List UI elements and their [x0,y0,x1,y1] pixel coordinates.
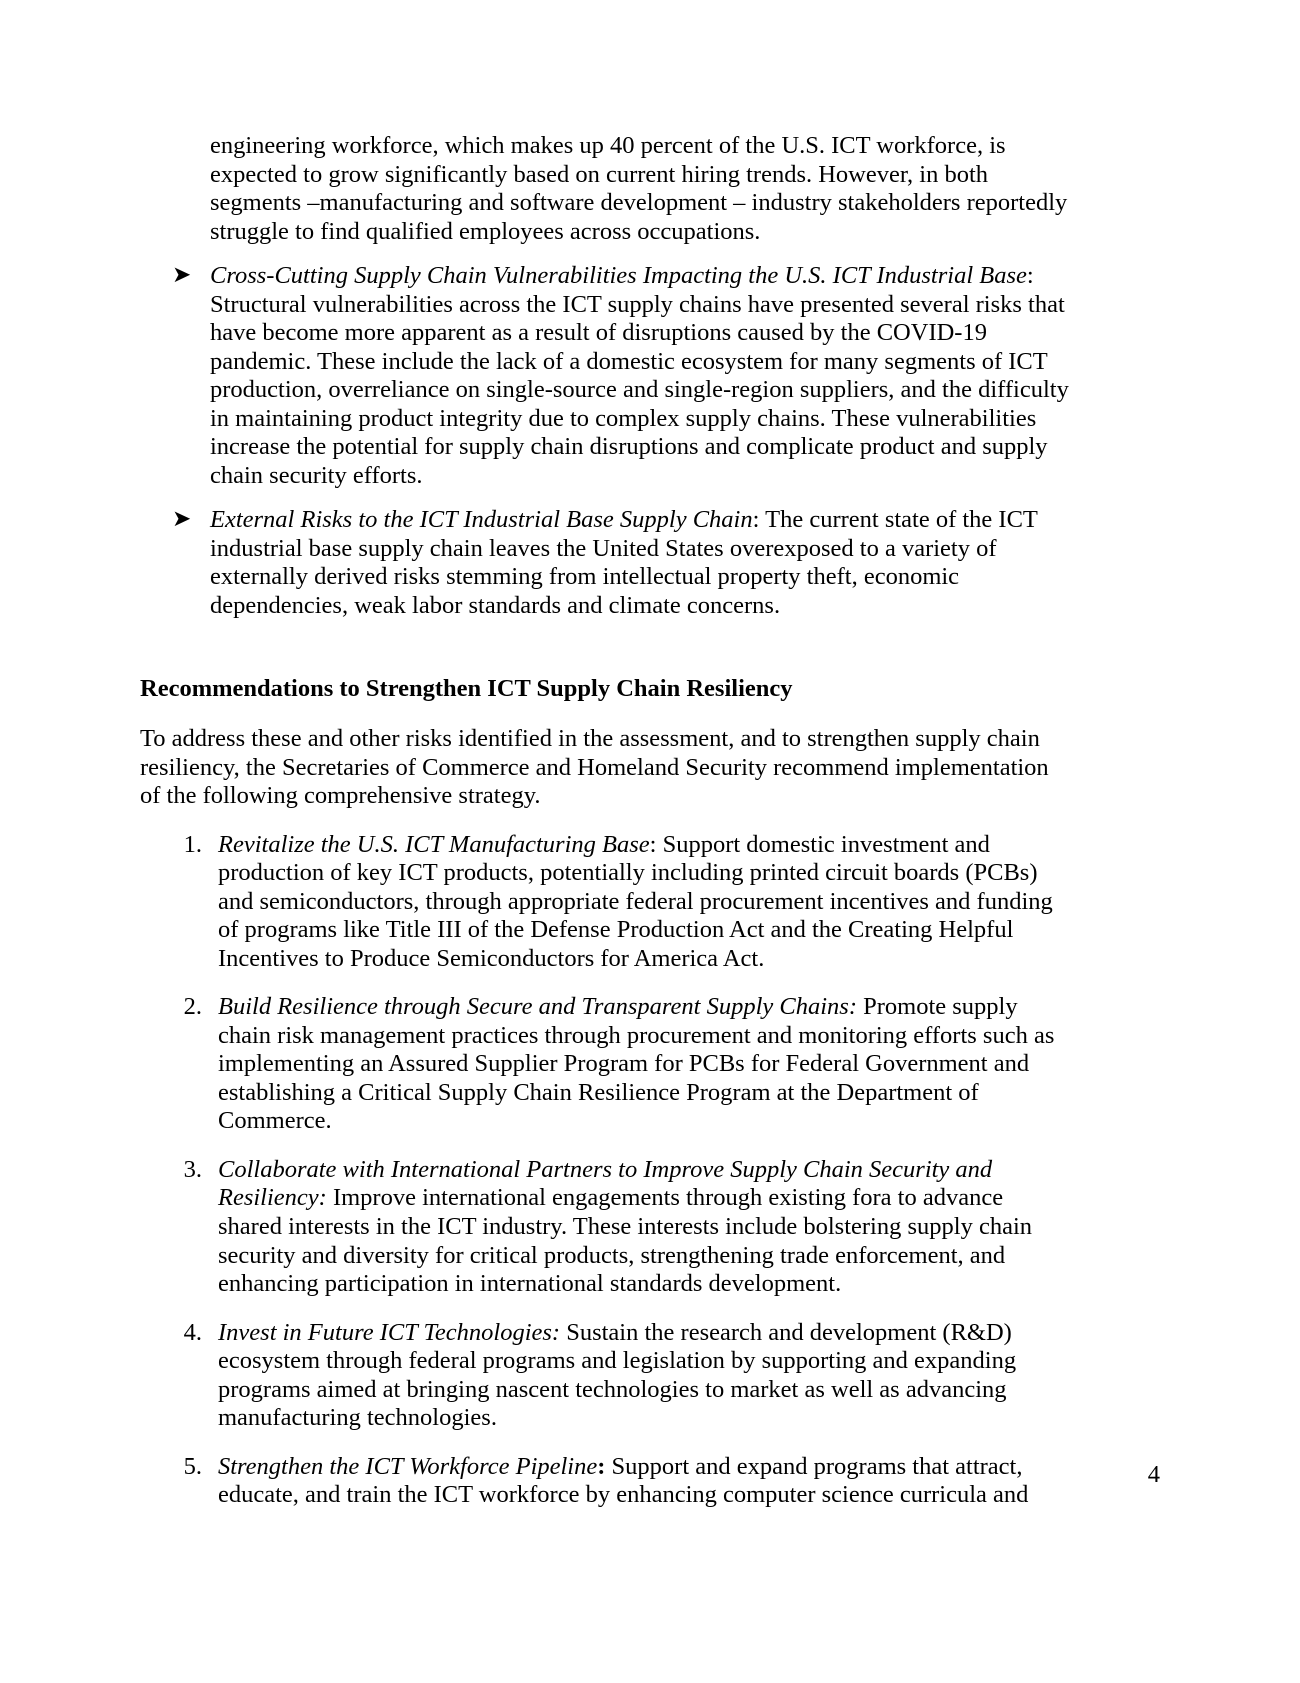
list-item [140,1453,1070,1510]
recommendation-body: Support domestic investment and production of key ICT products, potentially including printed circuit boards (PCBs) and semiconductors, through appropriate federal procurement incentives and funding of programs like Title III of the Defense Production Act and the Creating Helpful Incentives to Produce Semiconductors for America Act. [218,830,1053,972]
page-number: 4 [1147,1460,1160,1488]
page-content [140,132,1070,1510]
arrow-bullet-icon: ➤ [172,506,192,533]
list-number: 5. [183,1452,202,1480]
list-item [140,506,1070,620]
list-number: 1. [183,830,202,858]
recommendation-separator: : [649,830,663,858]
bullet-title: External Risks to the ICT Industrial Base Supply Chain [210,506,753,534]
list-item [140,993,1070,1136]
section-intro-paragraph: To address these and other risks identified in the assessment, and to strengthen supply chain resiliency, the Secretaries of Commerce and Homeland Security recommend implementation of the following comprehensive strategy. [140,725,1049,810]
list-number: 4. [183,1318,202,1346]
recommendation-title: Revitalize the U.S. ICT Manufacturing Base [218,830,650,858]
bullet-title: Cross-Cutting Supply Chain Vulnerabilities Impacting the U.S. ICT Industrial Base [210,262,1027,290]
list-item [140,1156,1070,1299]
recommendation-title: Build Resilience through Secure and Transparent Supply Chains: [218,993,857,1021]
recommendation-body: Sustain the research and development (R&D) ecosystem through federal programs and legislation by supporting and expanding programs aimed at bringing nascent technologies to market as well as advancing manufacturing technologies. [218,1318,1017,1432]
bullet-separator: : [752,506,766,534]
recommendation-title: Strengthen the ICT Workforce Pipeline [218,1452,598,1480]
arrow-bullet-icon: ➤ [172,262,192,289]
continuation-paragraph: engineering workforce, which makes up 40 percent of the U.S. ICT workforce, is expected to grow significantly based on current hiring trends. However, in both segments –manufacturing and software development – industry stakeholders reportedly struggle to find qualified employees across occupations. [210,132,1068,245]
list-item [140,1319,1070,1433]
list-number: 3. [183,1155,202,1183]
list-item [140,262,1070,490]
recommendation-body: Promote supply chain risk management practices through procurement and monitoring efforts such as implementing an Assured Supplier Program for PCBs for Federal Government and establishing a Critical Supply Chain Resilience Program at the Department of Commerce. [218,993,1055,1135]
arrow-bullet-list [140,262,1070,620]
recommendation-title: Invest in Future ICT Technologies: [218,1318,561,1346]
recommendation-body: Improve international engagements through existing fora to advance shared interests in the ICT industry. These interests include bolstering supply chain security and diversity for critical products, strengthening trade enforcement, and enhancing participation in international standards development. [218,1184,1033,1298]
bullet-separator: : [1026,262,1034,290]
recommendation-body: Support and expand programs that attract, educate, and train the ICT workforce by enhancing computer science curricula and [218,1452,1029,1509]
list-item [140,831,1070,974]
recommendations-list [140,831,1070,1510]
recommendation-title: Collaborate with International Partners to Improve Supply Chain Security and Resiliency: [218,1155,993,1212]
bullet-body: The current state of the ICT industrial base supply chain leaves the United States overexposed to a variety of externally derived risks stemming from intellectual property theft, economic dependencies, weak labor standards and climate concerns. [210,506,1038,619]
recommendation-separator: : [597,1452,612,1480]
section-heading-block [140,675,1070,704]
list-number: 2. [183,993,202,1021]
bullet-body: Structural vulnerabilities across the ICT supply chains have presented several risks that have become more apparent as a result of disruptions caused by the COVID-19 pandemic. These include the lack of a domestic ecosystem for many segments of ICT production, overreliance on single-source and single-region suppliers, and the difficulty in maintaining product integrity due to complex supply chains. These vulnerabilities increase the potential for supply chain disruptions and complicate product and supply chain security efforts. [210,290,1069,489]
section-heading: Recommendations to Strengthen ICT Supply Chain Resiliency [140,674,793,702]
